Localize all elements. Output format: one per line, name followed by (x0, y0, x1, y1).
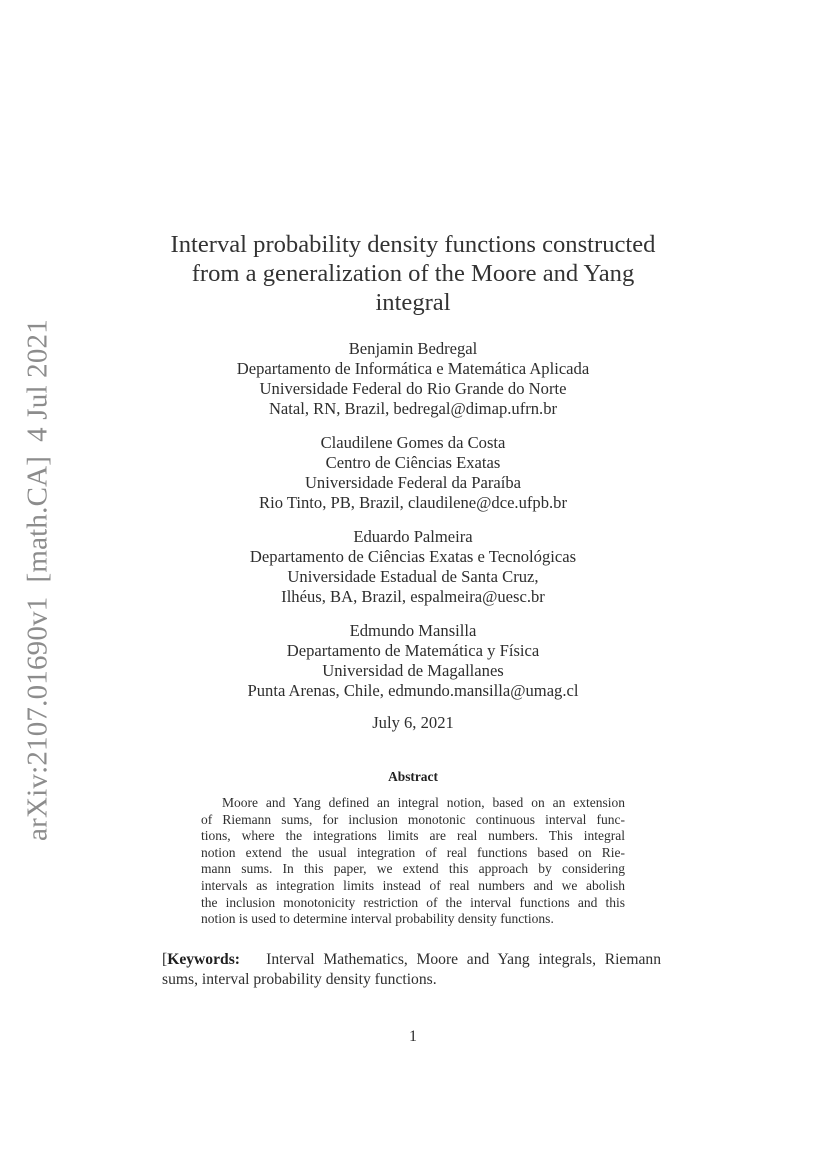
arxiv-stamp (22, 319, 55, 841)
title-line: Interval probability density functions constructed (170, 231, 656, 258)
author-department: Centro de Ciências Exatas (325, 453, 501, 472)
arxiv-date: 4 Jul 2021 (21, 319, 54, 442)
author-block (113, 527, 713, 607)
author-block (113, 621, 713, 701)
author-department: Departamento de Matemática y Física (286, 641, 540, 660)
author-block (113, 433, 713, 513)
author-block (113, 339, 713, 419)
paper-date: July 6, 2021 (372, 713, 454, 732)
keywords-bracket: [ (162, 951, 168, 968)
author-institution: Universidade Federal do Rio Grande do Norte (259, 379, 567, 398)
author-location-email: Rio Tinto, PB, Brazil, claudilene@dce.ufpb.br (259, 493, 567, 512)
author-name: Edmundo Mansilla (349, 621, 477, 640)
abstract-line: notion is used to determine interval probability density functions. (201, 911, 554, 927)
author-name: Eduardo Palmeira (353, 527, 473, 546)
author-name: Benjamin Bedregal (348, 339, 478, 358)
keywords-line (162, 950, 661, 970)
abstract-heading: Abstract (388, 769, 438, 784)
abstract-line: of Riemann sums, for inclusion monotonic continuous interval func- (201, 811, 625, 827)
keywords-text: Interval Mathematics, Moore and Yang integrals, Riemann (266, 951, 662, 968)
abstract-line: mann sums. In this paper, we extend this approach by considering (201, 861, 625, 877)
arxiv-id: arXiv:2107.01690v1 (21, 596, 54, 841)
author-institution: Universidad de Magallanes (322, 661, 504, 680)
abstract-line: Moore and Yang defined an integral notion, based on an extension (222, 795, 625, 810)
paper-title (150, 230, 676, 317)
author-department: Departamento de Informática e Matemática Aplicada (236, 359, 590, 378)
keywords-label: Keywords: (167, 951, 240, 968)
page-number: 1 (409, 1028, 417, 1045)
abstract-line: notion extend the usual integration of real functions based on Rie- (201, 844, 625, 860)
abstract-line: tions, where the integrations limits are real numbers. This integral (201, 828, 625, 844)
author-institution: Universidade Estadual de Santa Cruz, (287, 567, 539, 586)
keywords-section (162, 950, 661, 990)
arxiv-category: [math.CA] (21, 455, 54, 583)
author-location-email: Punta Arenas, Chile, edmundo.mansilla@umag.cl (247, 681, 579, 700)
author-location-email: Ilhéus, BA, Brazil, espalmeira@uesc.br (281, 587, 545, 606)
keywords-line: sums, interval probability density functions. (162, 971, 437, 988)
author-location-email: Natal, RN, Brazil, bedregal@dimap.ufrn.br (268, 399, 558, 418)
abstract-line: intervals as integration limits instead of real numbers and we abolish (201, 877, 625, 893)
title-line: from a generalization of the Moore and Yang (191, 260, 635, 287)
title-line: integral (375, 289, 451, 316)
abstract-body (201, 795, 625, 928)
author-name: Claudilene Gomes da Costa (320, 433, 506, 452)
author-department: Departamento de Ciências Exatas e Tecnológicas (249, 547, 577, 566)
abstract-line: the inclusion monotonicity restriction of the interval functions and this (201, 894, 625, 910)
author-institution: Universidade Federal da Paraíba (304, 473, 522, 492)
author-list (113, 339, 713, 715)
